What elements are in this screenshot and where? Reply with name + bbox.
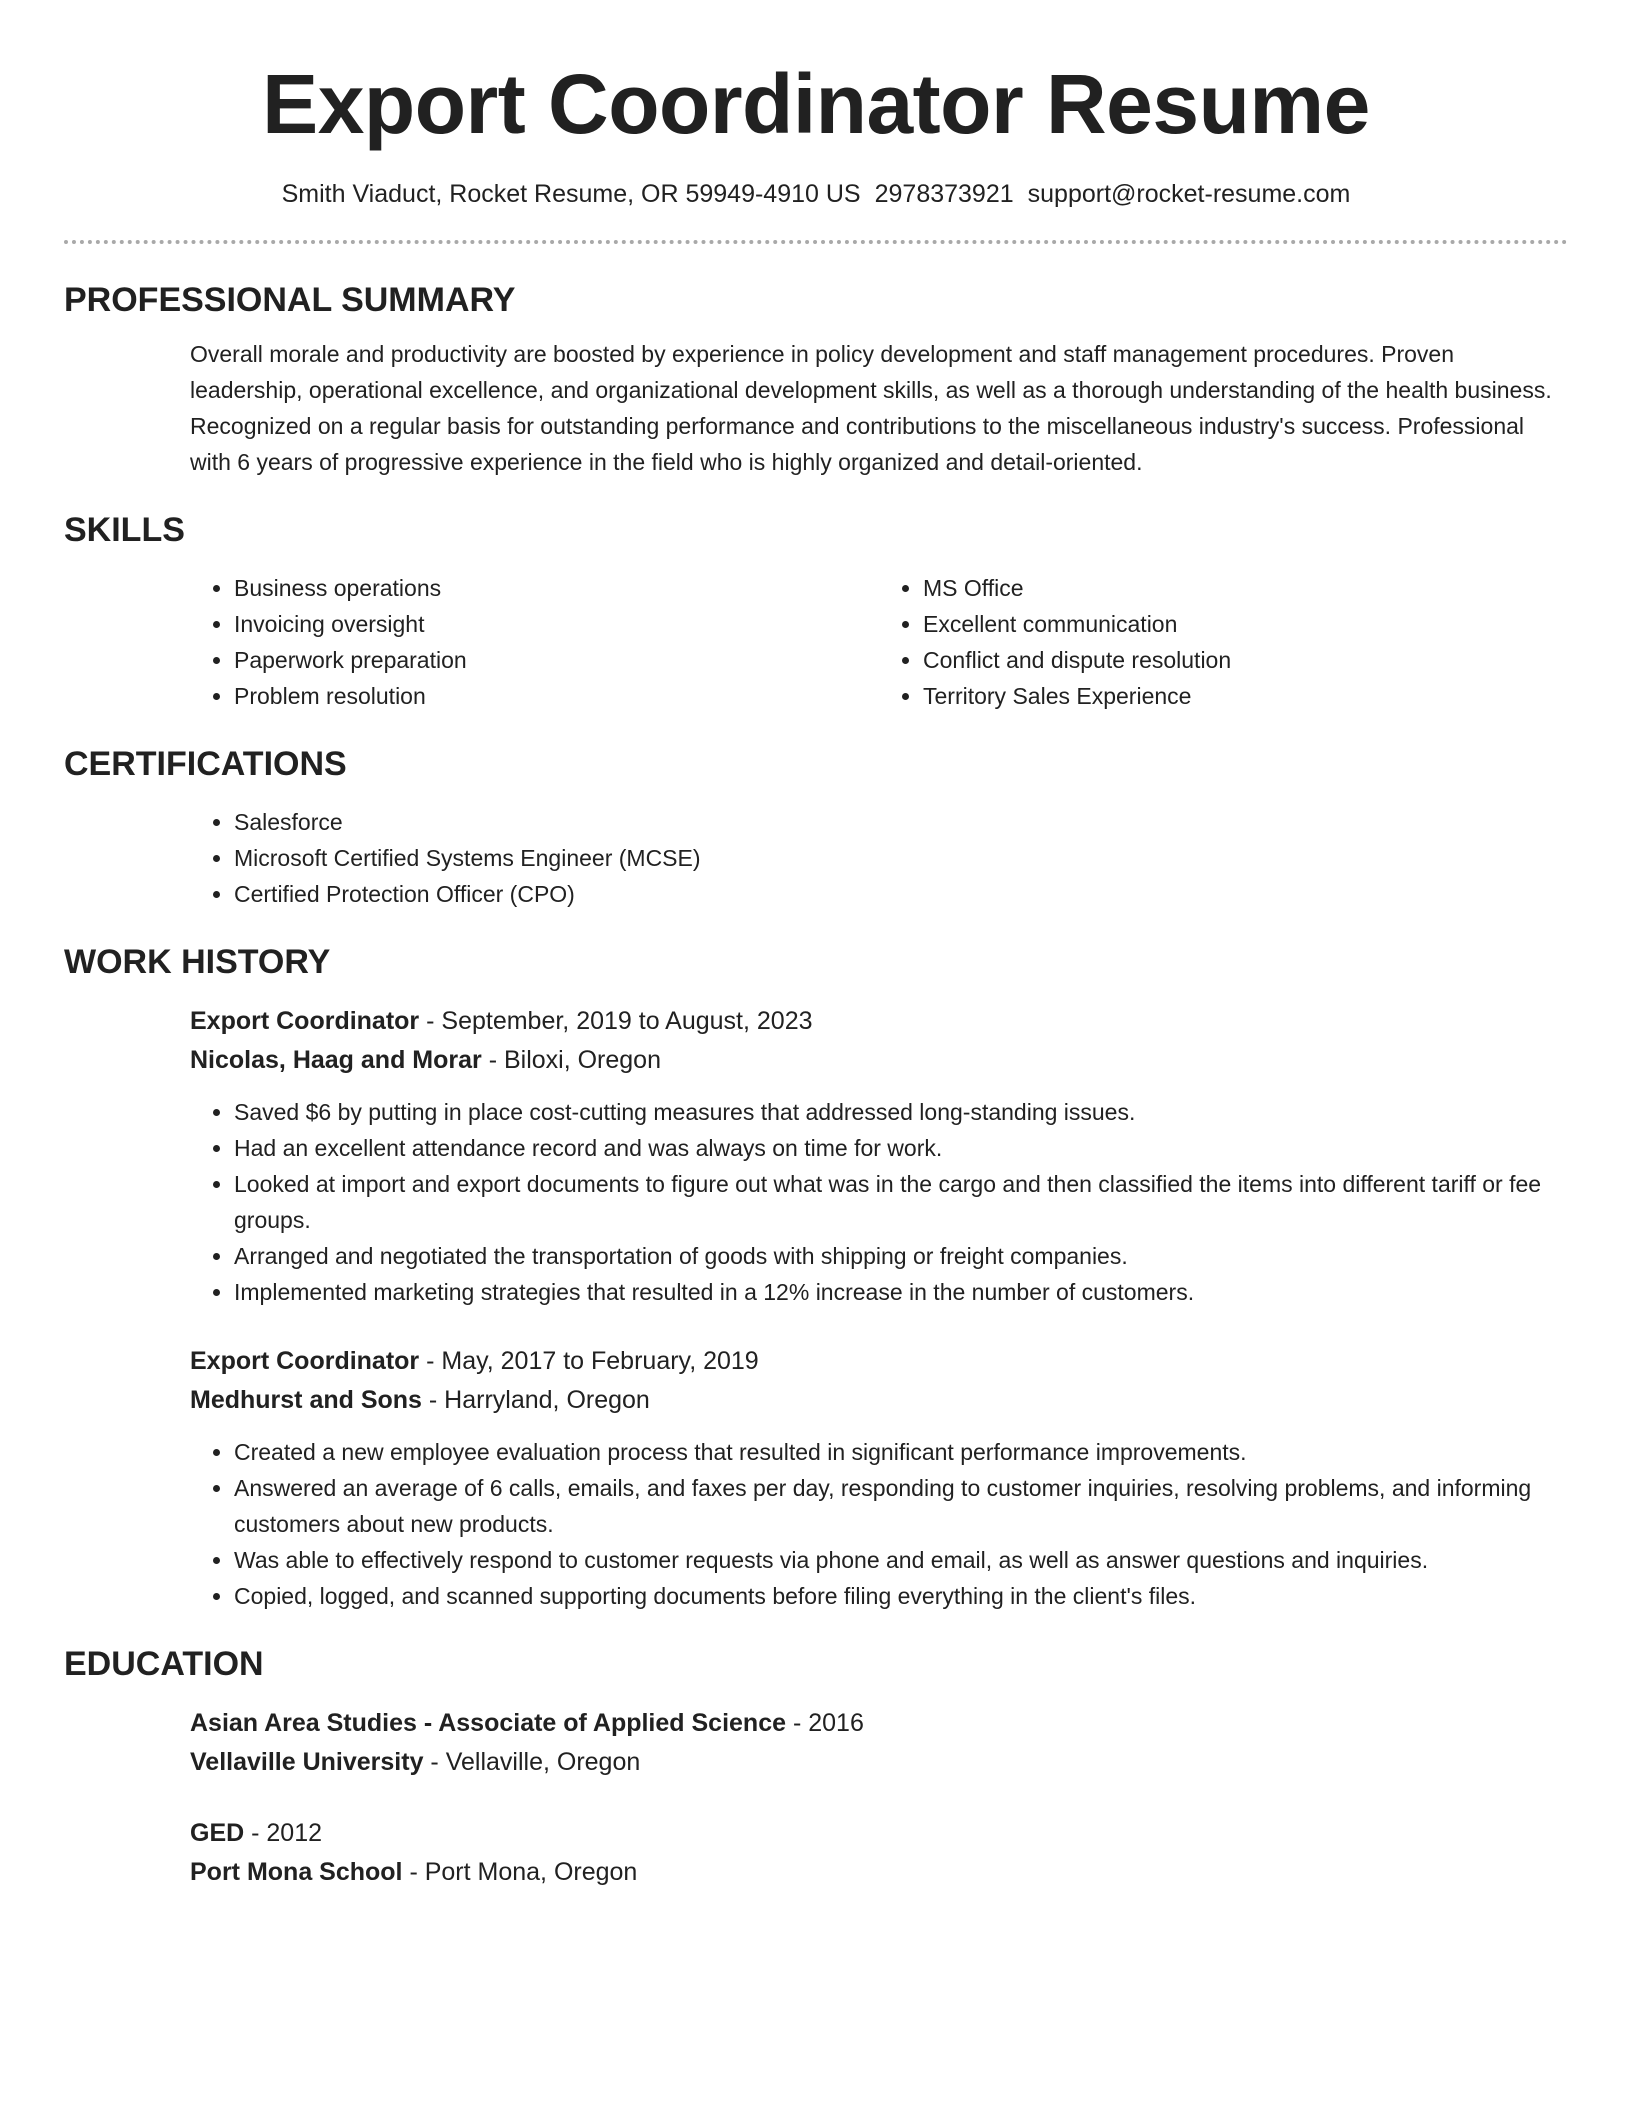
education-location: - Port Mona, Oregon: [402, 1858, 638, 1886]
job-duties-list: [190, 1094, 1568, 1310]
summary-text: Overall morale and productivity are boosted by experience in policy development and staff management procedures. Proven leadership, operational excellence, and organizational development skills, as well as a thorough understanding of the health business. Recognized on a regular basis for outstanding performance and contributions to the miscellaneous industry's success. Professional with 6 years of progressive experience in the field who is highly organized and detail-oriented.: [190, 341, 1552, 475]
education-year: - 2012: [244, 1819, 323, 1847]
job-title-line: [190, 1002, 1568, 1041]
header-divider: [64, 240, 1568, 244]
skills-list-left: [190, 570, 879, 714]
job-duty: • Created a new employee evaluation process that resulted in significant performance improvements.: [234, 1434, 1568, 1470]
work-history-heading: WORK HISTORY: [64, 943, 331, 981]
job-duty: • Answered an average of 6 calls, emails, and faxes per day, responding to customer inquiries, resolving problems, and informing customers about new products.: [234, 1470, 1568, 1542]
skills-heading: SKILLS: [64, 511, 185, 549]
job-duty: • Arranged and negotiated the transportation of goods with shipping or freight companies.: [234, 1238, 1568, 1274]
education-degree: Asian Area Studies - Associate of Applied Science: [190, 1709, 787, 1737]
skill-item: • Problem resolution: [234, 678, 879, 714]
contact-phone: 2978373921: [874, 180, 1014, 208]
education-entry: [190, 1704, 1568, 1782]
skill-item: • Conflict and dispute resolution: [923, 642, 1568, 678]
education-section: [64, 1642, 1568, 1892]
education-school: Port Mona School: [190, 1858, 403, 1886]
education-entry: [190, 1814, 1568, 1892]
job-company: Nicolas, Haag and Morar: [190, 1046, 482, 1074]
job-company: Medhurst and Sons: [190, 1386, 422, 1414]
education-degree-line: [190, 1814, 1568, 1853]
work-history-section: [64, 940, 1568, 1614]
job-location: - Harryland, Oregon: [421, 1386, 650, 1414]
summary-heading: PROFESSIONAL SUMMARY: [64, 281, 516, 319]
job-entry: [190, 1002, 1568, 1310]
skills-columns: [190, 570, 1568, 714]
job-location: - Biloxi, Oregon: [481, 1046, 661, 1074]
job-company-line: [190, 1381, 1568, 1420]
resume-title: Export Coordinator Resume: [262, 57, 1370, 151]
certification-item: • Microsoft Certified Systems Engineer (MCSE): [234, 840, 1568, 876]
job-duty: • Was able to effectively respond to customer requests via phone and email, as well as answer questions and inquiries.: [234, 1542, 1568, 1578]
job-duty: • Looked at import and export documents to figure out what was in the cargo and then classified the items into different tariff or fee groups.: [234, 1166, 1568, 1238]
certifications-section: [64, 742, 1568, 912]
certifications-body: [190, 804, 1568, 912]
job-dates: - May, 2017 to February, 2019: [419, 1347, 759, 1375]
job-duties-list: [190, 1434, 1568, 1614]
certifications-list: [190, 804, 1568, 912]
certification-item: • Salesforce: [234, 804, 1568, 840]
contact-line: [64, 177, 1568, 211]
skill-item: • Territory Sales Experience: [923, 678, 1568, 714]
contact-address: Smith Viaduct, Rocket Resume, OR 59949-4910 US: [281, 180, 861, 208]
job-title-line: [190, 1342, 1568, 1381]
summary-section: [64, 278, 1568, 480]
job-duty: • Saved $6 by putting in place cost-cutting measures that addressed long-standing issues.: [234, 1094, 1568, 1130]
education-degree: GED: [190, 1819, 245, 1847]
job-company-line: [190, 1041, 1568, 1080]
job-duty: • Copied, logged, and scanned supporting documents before filing everything in the client's files.: [234, 1578, 1568, 1614]
job-duty: • Implemented marketing strategies that resulted in a 12% increase in the number of customers.: [234, 1274, 1568, 1310]
education-heading: EDUCATION: [64, 1645, 264, 1683]
education-degree-line: [190, 1704, 1568, 1743]
skill-item: • Excellent communication: [923, 606, 1568, 642]
job-dates: - September, 2019 to August, 2023: [419, 1007, 813, 1035]
summary-body: [190, 336, 1568, 480]
job-title: Export Coordinator: [190, 1347, 420, 1375]
skill-item: • MS Office: [923, 570, 1568, 606]
education-location: - Vellaville, Oregon: [423, 1748, 641, 1776]
skill-item: • Paperwork preparation: [234, 642, 879, 678]
job-duty: • Had an excellent attendance record and was always on time for work.: [234, 1130, 1568, 1166]
contact-email: support@rocket-resume.com: [1027, 180, 1351, 208]
certification-item: • Certified Protection Officer (CPO): [234, 876, 1568, 912]
education-school-line: [190, 1743, 1568, 1782]
resume-page: [64, 0, 1568, 1892]
education-school: Vellaville University: [190, 1748, 424, 1776]
certifications-heading: CERTIFICATIONS: [64, 745, 347, 783]
job-title: Export Coordinator: [190, 1007, 420, 1035]
job-entry: [190, 1342, 1568, 1614]
education-year: - 2016: [786, 1709, 864, 1737]
skill-item: • Invoicing oversight: [234, 606, 879, 642]
education-school-line: [190, 1853, 1568, 1892]
skills-section: [64, 508, 1568, 714]
skills-list-right: [879, 570, 1568, 714]
skill-item: • Business operations: [234, 570, 879, 606]
